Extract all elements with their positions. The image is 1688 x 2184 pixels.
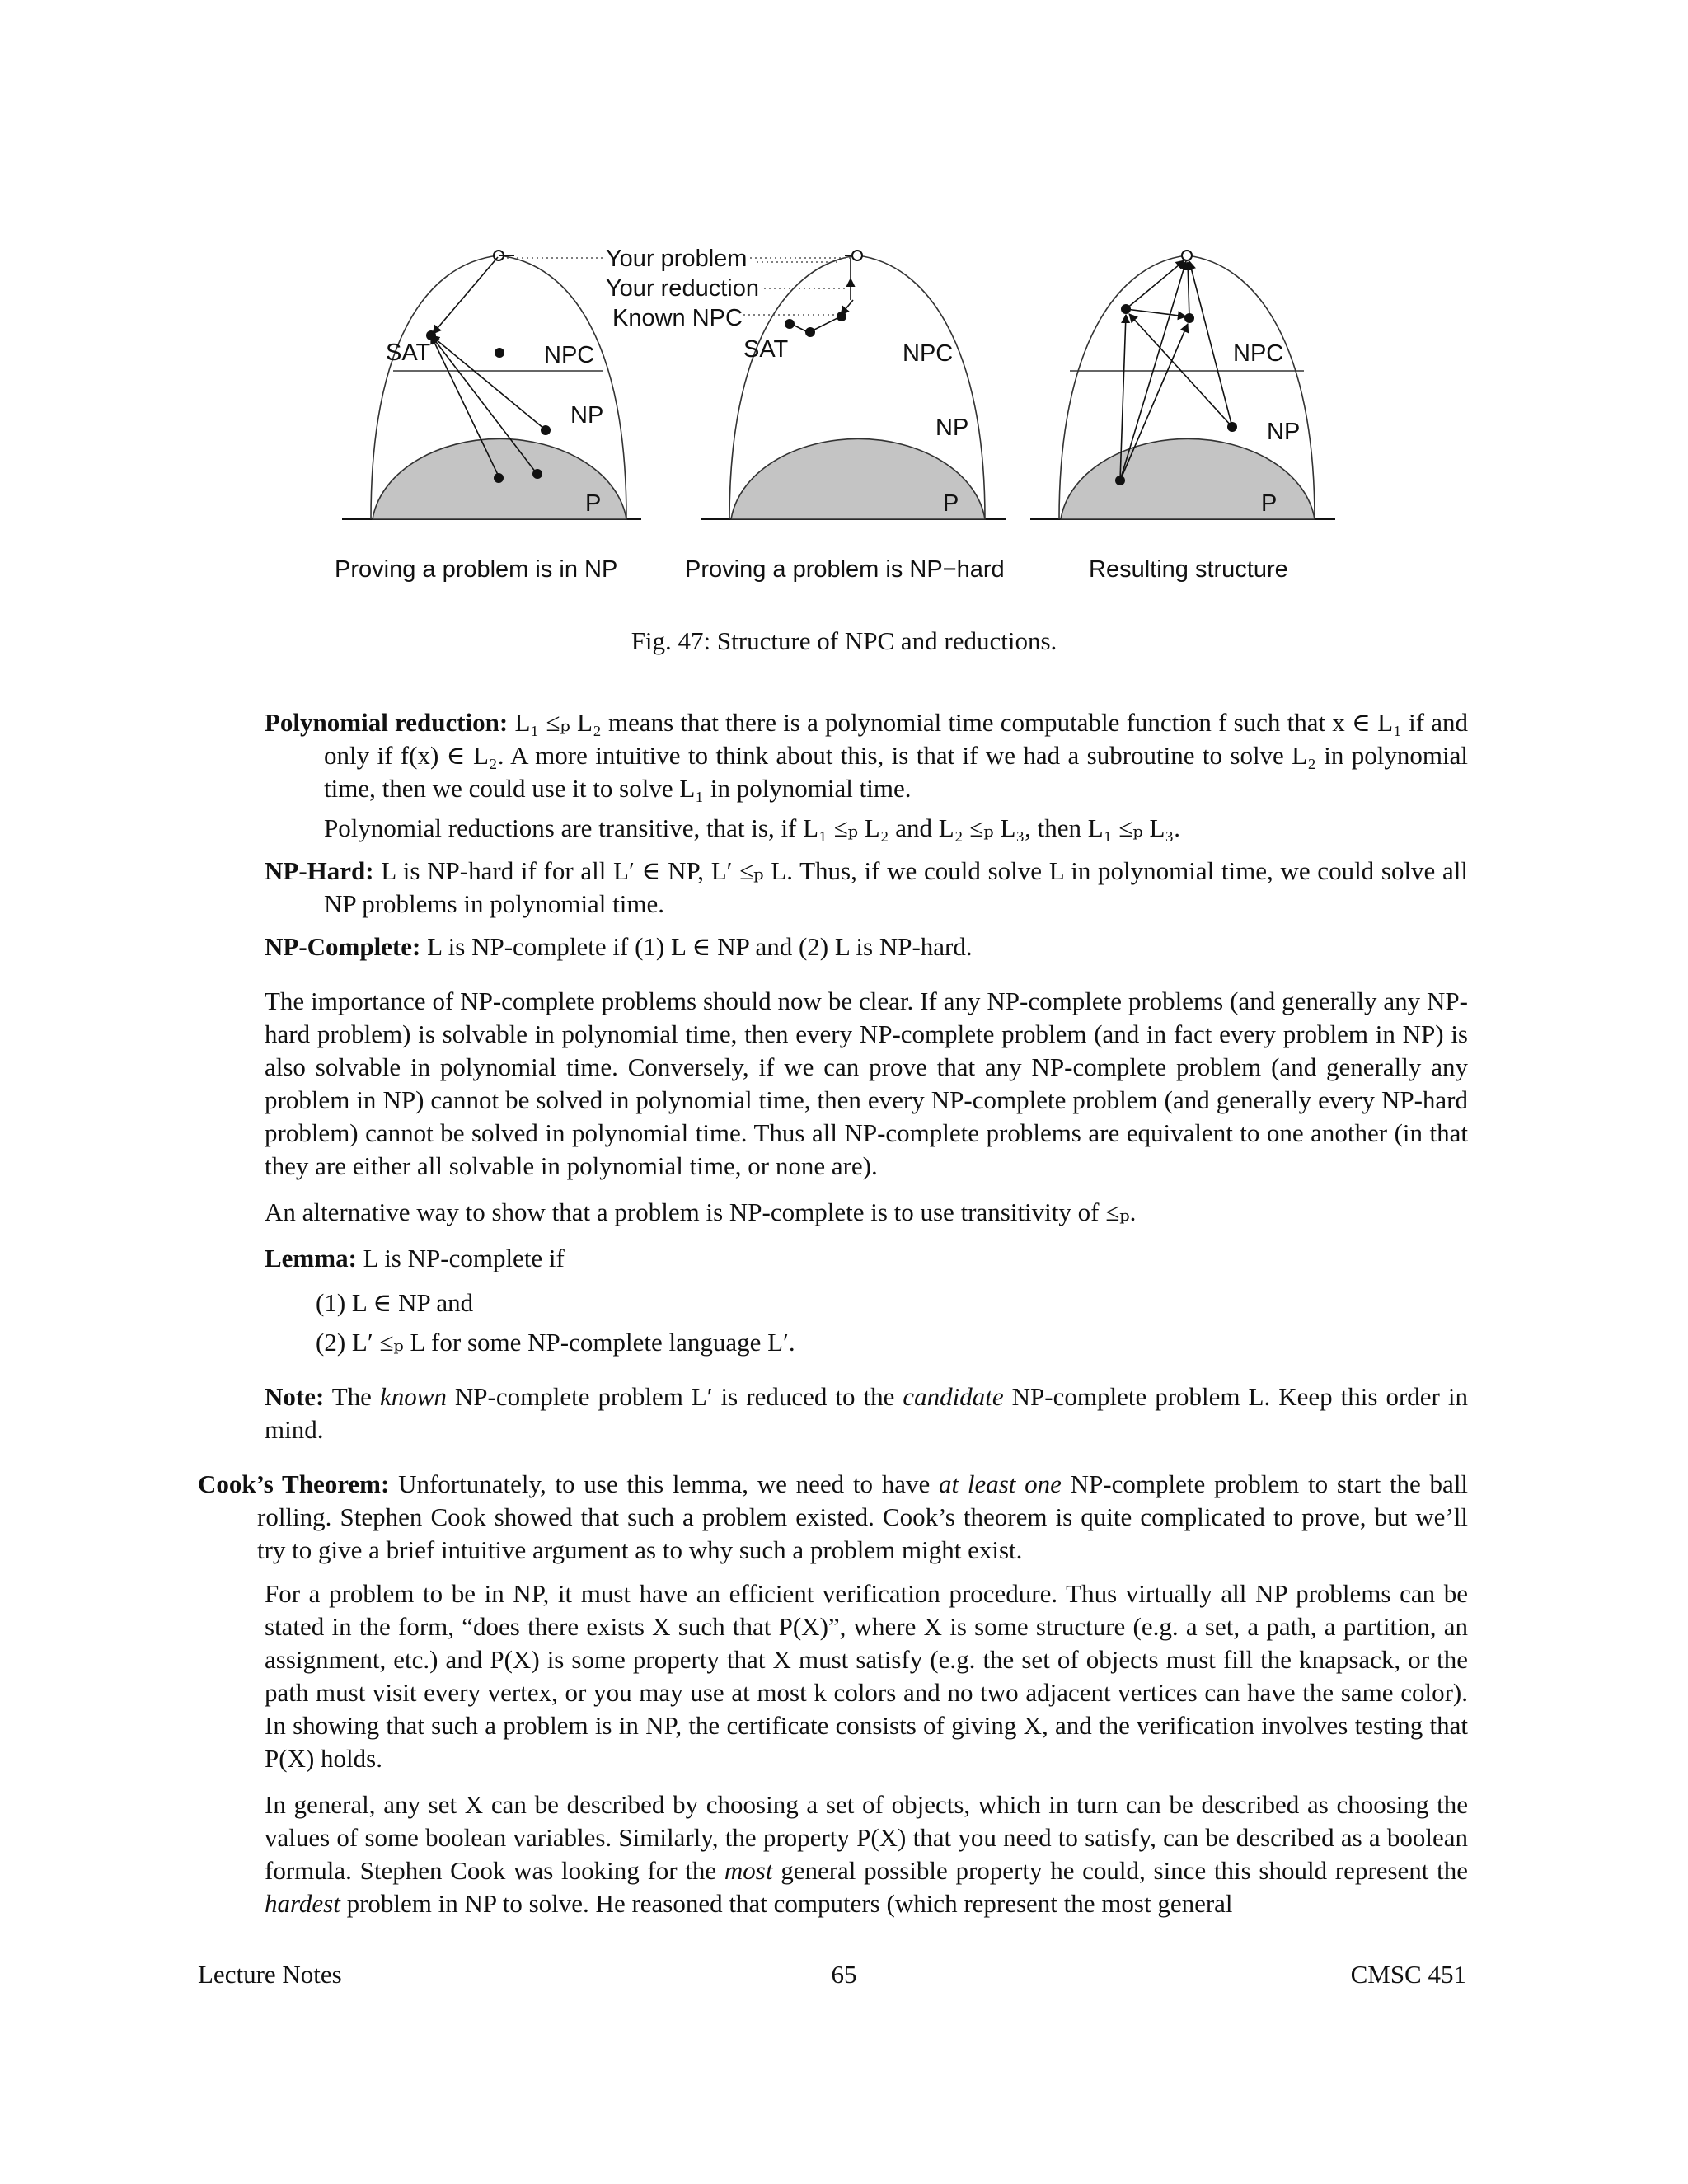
para-text: problem in NP to solve. He reasoned that computers (which represent the most general <box>346 1889 1233 1918</box>
paragraph-verification: For a problem to be in NP, it must have an efficient verification procedure. Thus virtually all NP problems can be stated in the form, “does there exists X such that P(X)”, where X is some structure (e.g. a set, a path, a partition, an assignment, etc.) and P(X) is some property that X must satisfy (e.g. the set of objects must fill the knapsack, or the path must visit every vertex, or you may use at most k colors and no two adjacent vertices can have the same color). In showing that such a problem is in NP, the certificate consists of giving X, and the verification involves testing that P(X) holds. <box>265 1579 1468 1773</box>
note <box>265 1380 1468 1446</box>
note-text: NP-complete problem L′ is reduced to the <box>454 1382 895 1411</box>
panel-in-np <box>342 251 641 519</box>
panel-title: Proving a problem is in NP <box>335 556 618 583</box>
panel-title: Proving a problem is NP−hard <box>685 556 1005 583</box>
label-np: NP <box>570 402 604 429</box>
panel-resulting-structure <box>1030 251 1335 519</box>
term: Note: <box>265 1382 325 1411</box>
note-emphasis: candidate <box>903 1382 1004 1411</box>
paragraph-general-set <box>265 1788 1468 1920</box>
para-emphasis: hardest <box>265 1889 340 1918</box>
label-p: P <box>585 490 602 517</box>
label-npc: NPC <box>903 340 954 367</box>
footer-right: CMSC 451 <box>1350 1960 1466 1989</box>
paragraph-importance: The importance of NP-complete problems should now be clear. If any NP-complete problems (and generally any NP-hard problem) is solvable in polynomial time, then every NP-complete problem (and in fact every problem in NP) is also solvable in polynomial time. Conversely, if we can prove that any NP-complete problem (and generally any problem in NP) cannot be solved in polynomial time, then every NP-complete problem (and generally every NP-hard problem) cannot be solved in polynomial time. Thus all NP-complete problems are equivalent to one another (in that they are either all solvable in polynomial time, or none are). <box>265 987 1468 1180</box>
term: Polynomial reduction: <box>265 708 509 737</box>
callout-known-npc: Known NPC <box>612 305 743 331</box>
label-p: P <box>943 490 959 517</box>
lemma <box>265 1242 1468 1275</box>
term: NP-Complete: <box>265 932 421 961</box>
def-np-hard <box>265 855 1468 921</box>
label-npc: NPC <box>544 342 595 368</box>
footer-left: Lecture Notes <box>198 1960 342 1989</box>
term: Lemma: <box>265 1244 357 1272</box>
cook-text: Unfortunately, to use this lemma, we need to have <box>398 1469 931 1498</box>
def-transitivity: Polynomial reductions are transitive, that is, if L₁ ≤ₚ L₂ and L₂ ≤ₚ L₃, then L₁ ≤ₚ L₃. <box>324 813 1180 842</box>
label-sat: SAT <box>743 336 789 363</box>
panel-title: Resulting structure <box>1089 556 1288 583</box>
lemma-item-1: (1) L ∈ NP and <box>316 1288 474 1317</box>
cook-emphasis: at least one <box>938 1469 1062 1498</box>
note-emphasis: known <box>379 1382 447 1411</box>
note-text: NP-complete problem L. Keep this order in mind. <box>265 1382 1468 1444</box>
label-np: NP <box>1267 419 1301 445</box>
page-number: 65 <box>831 1960 857 1989</box>
para-text: general possible property he could, since this should represent the <box>781 1856 1469 1885</box>
lemma-text: L is NP-complete if <box>363 1244 565 1272</box>
cooks-theorem <box>198 1468 1468 1567</box>
label-p: P <box>1261 490 1278 517</box>
cook-text: NP-complete problem to start the ball rolling. Stephen Cook showed that such a problem existed. Cook’s theorem is quite complicated to prove, but we’ll try to give a brief intuitive argument as to why such a problem might exist. <box>257 1469 1469 1564</box>
npc-reduction-figure <box>313 231 1385 610</box>
term: NP-Hard: <box>265 856 374 885</box>
para-emphasis: most <box>724 1856 773 1885</box>
def-np-complete <box>265 930 1468 963</box>
figure-caption: Fig. 47: Structure of NPC and reductions. <box>631 626 1057 655</box>
paragraph-alternative: An alternative way to show that a problem is NP-complete is to use transitivity of ≤ₚ. <box>265 1197 1137 1226</box>
lemma-item-2: (2) L′ ≤ₚ L for some NP-complete language L′. <box>316 1328 795 1357</box>
term: Cook’s Theorem: <box>198 1469 390 1498</box>
label-sat: SAT <box>386 340 431 366</box>
callout-your-problem: Your problem <box>606 246 748 272</box>
def-polynomial-reduction <box>265 706 1468 805</box>
label-np: NP <box>935 415 969 441</box>
para-text: In general, any set X can be described by choosing a set of objects, which in turn can be described as choosing the values of some boolean variables. Similarly, the property P(X) that you need to satisfy, can be described as a boolean formula. Stephen Cook was looking for the <box>265 1790 1468 1885</box>
def-text: L is NP-complete if (1) L ∈ NP and (2) L is NP-hard. <box>427 932 973 961</box>
def-text: L₁ ≤ₚ L₂ means that there is a polynomial time computable function f such that x ∈ L₁ if and only if f(x) ∈ L₂. A more intuitive to think about this, is that if we had a subroutine to solve L₂ in polynomial time, then we could use it to solve L₁ in polynomial time. <box>324 708 1469 803</box>
def-text: L is NP-hard if for all L′ ∈ NP, L′ ≤ₚ L. Thus, if we could solve L in polynomial time, we could solve all NP problems in polynomial time. <box>324 856 1468 918</box>
note-text: The <box>331 1382 372 1411</box>
label-npc: NPC <box>1233 340 1284 367</box>
callout-your-reduction: Your reduction <box>606 275 759 302</box>
